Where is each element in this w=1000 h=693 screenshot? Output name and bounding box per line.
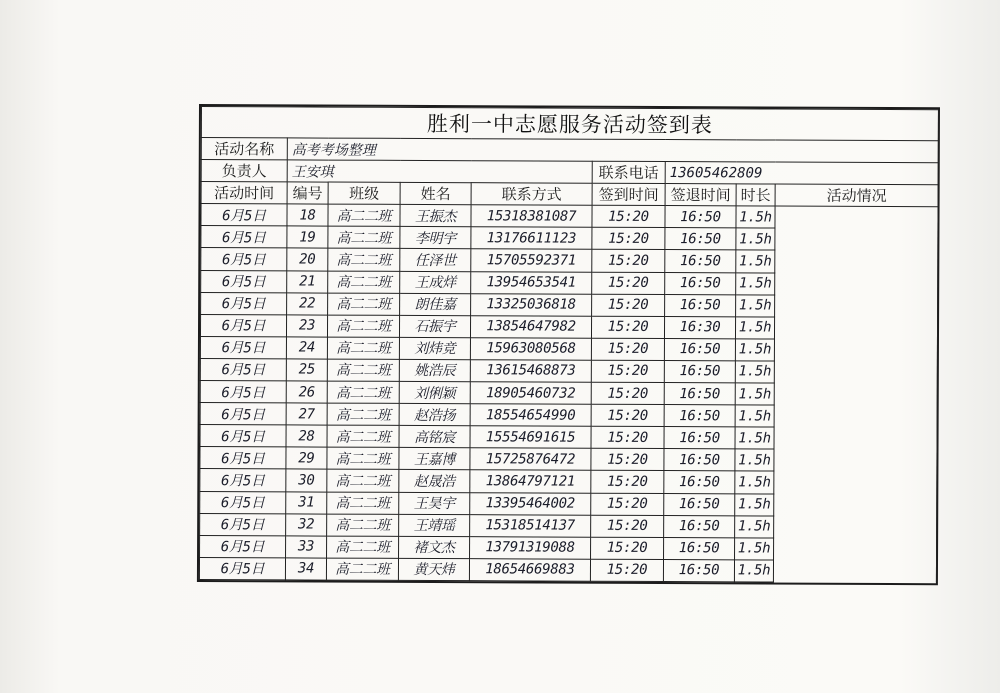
sign-in-cell: 15:20 [591,493,664,515]
table-row [201,270,938,295]
sign-in-cell: 15:20 [591,360,664,382]
table-row [200,336,937,361]
activity-status-cell [775,206,938,229]
activity-name-value: 高考考场整理 [287,138,938,163]
phone-cell: 13864797121 [470,470,591,493]
sheet-title: 胜利一中志愿服务活动签到表 [201,107,938,141]
date-cell: 6月5日 [200,381,286,403]
duration-cell: 1.5h [736,250,775,272]
duration-cell: 1.5h [736,206,775,228]
duration-cell: 1.5h [735,493,774,515]
sign-in-cell: 15:20 [591,382,664,404]
phone-label: 联系电话 [592,161,665,183]
number-cell: 33 [286,536,327,558]
activity-status-cell [775,295,938,318]
class-cell: 高二二班 [327,514,399,536]
col-header: 班级 [328,182,400,204]
activity-status-cell [774,405,937,428]
duration-cell: 1.5h [735,361,774,383]
header-row [201,182,938,207]
sign-in-cell: 15:20 [592,205,665,227]
number-cell: 22 [287,293,328,315]
duration-cell: 1.5h [735,449,774,471]
class-cell: 高二二班 [328,226,400,248]
duration-cell: 1.5h [735,383,774,405]
date-cell: 6月5日 [200,535,286,557]
activity-status-cell [775,250,938,273]
number-cell: 34 [285,558,326,580]
class-cell: 高二二班 [327,403,399,425]
number-cell: 26 [286,381,327,403]
sign-out-cell: 16:50 [663,559,734,581]
table-row [201,292,938,317]
col-header: 签到时间 [592,183,665,205]
sign-out-cell: 16:50 [664,427,735,449]
number-cell: 18 [287,204,328,226]
sign-out-cell: 16:50 [664,471,735,493]
phone-cell: 15318514137 [470,514,591,537]
class-cell: 高二二班 [327,447,399,469]
name-cell: 王成烊 [400,271,471,293]
number-cell: 19 [287,226,328,248]
phone-cell: 15318381087 [471,205,592,228]
date-cell: 6月5日 [200,336,286,358]
sign-in-cell: 15:20 [592,250,665,272]
duration-cell: 1.5h [735,515,774,537]
phone-cell: 13395464002 [470,492,591,515]
duration-cell: 1.5h [736,294,775,316]
duration-cell: 1.5h [735,427,774,449]
date-cell: 6月5日 [201,292,287,314]
sign-out-cell: 16:50 [664,405,735,427]
duration-cell: 1.5h [735,538,774,560]
class-cell: 高二二班 [328,204,400,226]
date-cell: 6月5日 [200,469,286,491]
class-cell: 高二二班 [327,381,399,403]
duration-cell: 1.5h [735,339,774,361]
table-row [200,513,937,538]
table-row [201,226,938,251]
sign-in-cell: 15:20 [591,338,664,360]
phone-cell: 15554691615 [470,426,591,449]
duration-cell: 1.5h [735,405,774,427]
sign-out-cell: 16:50 [664,449,735,471]
sign-in-sheet [197,104,940,585]
activity-name-label: 活动名称 [201,138,287,160]
name-cell: 赵浩扬 [399,404,470,426]
activity-status-cell [774,383,937,406]
date-cell: 6月5日 [200,513,286,535]
number-cell: 29 [286,447,327,469]
name-cell: 王嘉博 [399,448,470,470]
table-row [200,469,937,494]
col-header: 编号 [287,182,328,204]
sign-out-cell: 16:50 [665,250,736,272]
col-header: 联系方式 [471,183,592,206]
name-cell: 任泽世 [400,249,471,271]
phone-cell: 13791319088 [470,536,591,559]
phone-cell: 18554654990 [470,404,591,427]
duration-cell: 1.5h [736,272,775,294]
class-cell: 高二二班 [328,293,400,315]
sign-in-cell: 15:20 [591,471,664,493]
activity-status-cell [774,494,937,517]
date-cell: 6月5日 [199,557,285,579]
date-cell: 6月5日 [200,491,286,513]
sign-out-cell: 16:50 [664,360,735,382]
activity-status-cell [774,449,937,472]
date-cell: 6月5日 [200,425,286,447]
table-row [200,425,937,450]
number-cell: 32 [286,513,327,535]
name-cell: 朗佳嘉 [400,293,471,315]
date-cell: 6月5日 [201,270,287,292]
table-row [200,535,937,560]
activity-status-cell [775,228,938,251]
date-cell: 6月5日 [200,314,286,336]
class-cell: 高二二班 [327,492,399,514]
sign-in-table [199,106,939,583]
activity-status-cell [774,471,937,494]
sign-in-cell: 15:20 [591,404,664,426]
class-cell: 高二二班 [327,337,399,359]
sign-out-cell: 16:50 [664,493,735,515]
number-cell: 27 [286,403,327,425]
activity-status-cell [774,317,937,340]
table-row [201,248,938,273]
activity-status-cell [775,273,938,296]
table-row [199,557,936,582]
number-cell: 23 [286,315,327,337]
table-row [200,314,937,339]
leader-value: 王安琪 [287,160,592,183]
sign-in-cell: 15:20 [592,294,665,316]
duration-cell: 1.5h [735,471,774,493]
name-cell: 王昊宇 [399,492,470,514]
date-cell: 6月5日 [201,226,287,248]
name-cell: 黄天炜 [398,558,469,580]
phone-cell: 18905460732 [470,382,591,405]
name-cell: 姚浩辰 [399,359,470,381]
phone-cell: 13325036818 [471,293,592,316]
table-row [200,381,937,406]
class-cell: 高二二班 [327,536,399,558]
table-row [200,491,937,516]
col-header: 活动时间 [201,182,287,204]
number-cell: 25 [286,359,327,381]
sign-out-cell: 16:50 [665,294,736,316]
phone-cell: 15725876472 [470,448,591,471]
sign-in-cell: 15:20 [591,426,664,448]
phone-cell: 13615468873 [470,360,591,383]
activity-status-cell [774,516,937,539]
col-header: 签退时间 [665,184,736,206]
number-cell: 24 [286,337,327,359]
table-row [200,358,937,383]
date-cell: 6月5日 [201,204,287,226]
class-cell: 高二二班 [328,249,400,271]
table-row [200,403,937,428]
duration-cell: 1.5h [736,228,775,250]
sign-in-cell: 15:20 [591,449,664,471]
activity-status-cell [773,560,936,583]
name-cell: 刘炜竞 [399,337,470,359]
name-cell: 赵晟浩 [399,470,470,492]
sign-out-cell: 16:50 [664,338,735,360]
number-cell: 31 [286,491,327,513]
col-header: 姓名 [400,183,471,205]
number-cell: 28 [286,425,327,447]
phone-cell: 13854647982 [470,315,591,338]
phone-cell: 18654669883 [469,558,590,581]
activity-status-cell [774,427,937,450]
name-cell: 高铭宸 [399,426,470,448]
class-cell: 高二二班 [328,271,400,293]
duration-cell: 1.5h [735,317,774,339]
sign-out-cell: 16:50 [664,383,735,405]
name-cell: 刘俐颖 [399,381,470,403]
sign-out-cell: 16:50 [664,515,735,537]
duration-cell: 1.5h [734,560,773,582]
sign-in-cell: 15:20 [591,537,664,559]
class-cell: 高二二班 [327,359,399,381]
sign-in-cell: 15:20 [592,272,665,294]
sign-in-cell: 15:20 [592,228,665,250]
activity-status-cell [774,538,937,561]
class-cell: 高二二班 [327,425,399,447]
date-cell: 6月5日 [200,447,286,469]
number-cell: 20 [287,248,328,270]
date-cell: 6月5日 [201,248,287,270]
number-cell: 21 [287,270,328,292]
leader-label: 负责人 [201,160,287,182]
class-cell: 高二二班 [326,558,398,580]
sign-in-cell: 15:20 [590,559,663,581]
number-cell: 30 [286,469,327,491]
class-cell: 高二二班 [327,469,399,491]
sign-out-cell: 16:30 [664,316,735,338]
activity-status-cell [774,339,937,362]
phone-cell: 13954653541 [471,271,592,294]
name-cell: 褚文杰 [399,536,470,558]
table-row [200,447,937,472]
phone-cell: 15705592371 [471,249,592,272]
phone-value: 13605462809 [665,162,938,185]
name-cell: 李明宇 [400,227,471,249]
table-row [201,204,938,229]
date-cell: 6月5日 [200,358,286,380]
sign-in-cell: 15:20 [591,515,664,537]
sign-out-cell: 16:50 [665,228,736,250]
sign-in-cell: 15:20 [591,316,664,338]
sign-out-cell: 16:50 [665,206,736,228]
name-cell: 王靖瑶 [399,514,470,536]
col-header: 活动情况 [775,184,938,207]
sign-out-cell: 16:50 [664,537,735,559]
activity-status-cell [774,361,937,384]
sign-out-cell: 16:50 [665,272,736,294]
name-cell: 王振杰 [400,205,471,227]
phone-cell: 13176611123 [471,227,592,250]
name-cell: 石振宇 [399,315,470,337]
class-cell: 高二二班 [327,315,399,337]
phone-cell: 15963080568 [470,338,591,361]
col-header: 时长 [736,184,775,206]
date-cell: 6月5日 [200,403,286,425]
